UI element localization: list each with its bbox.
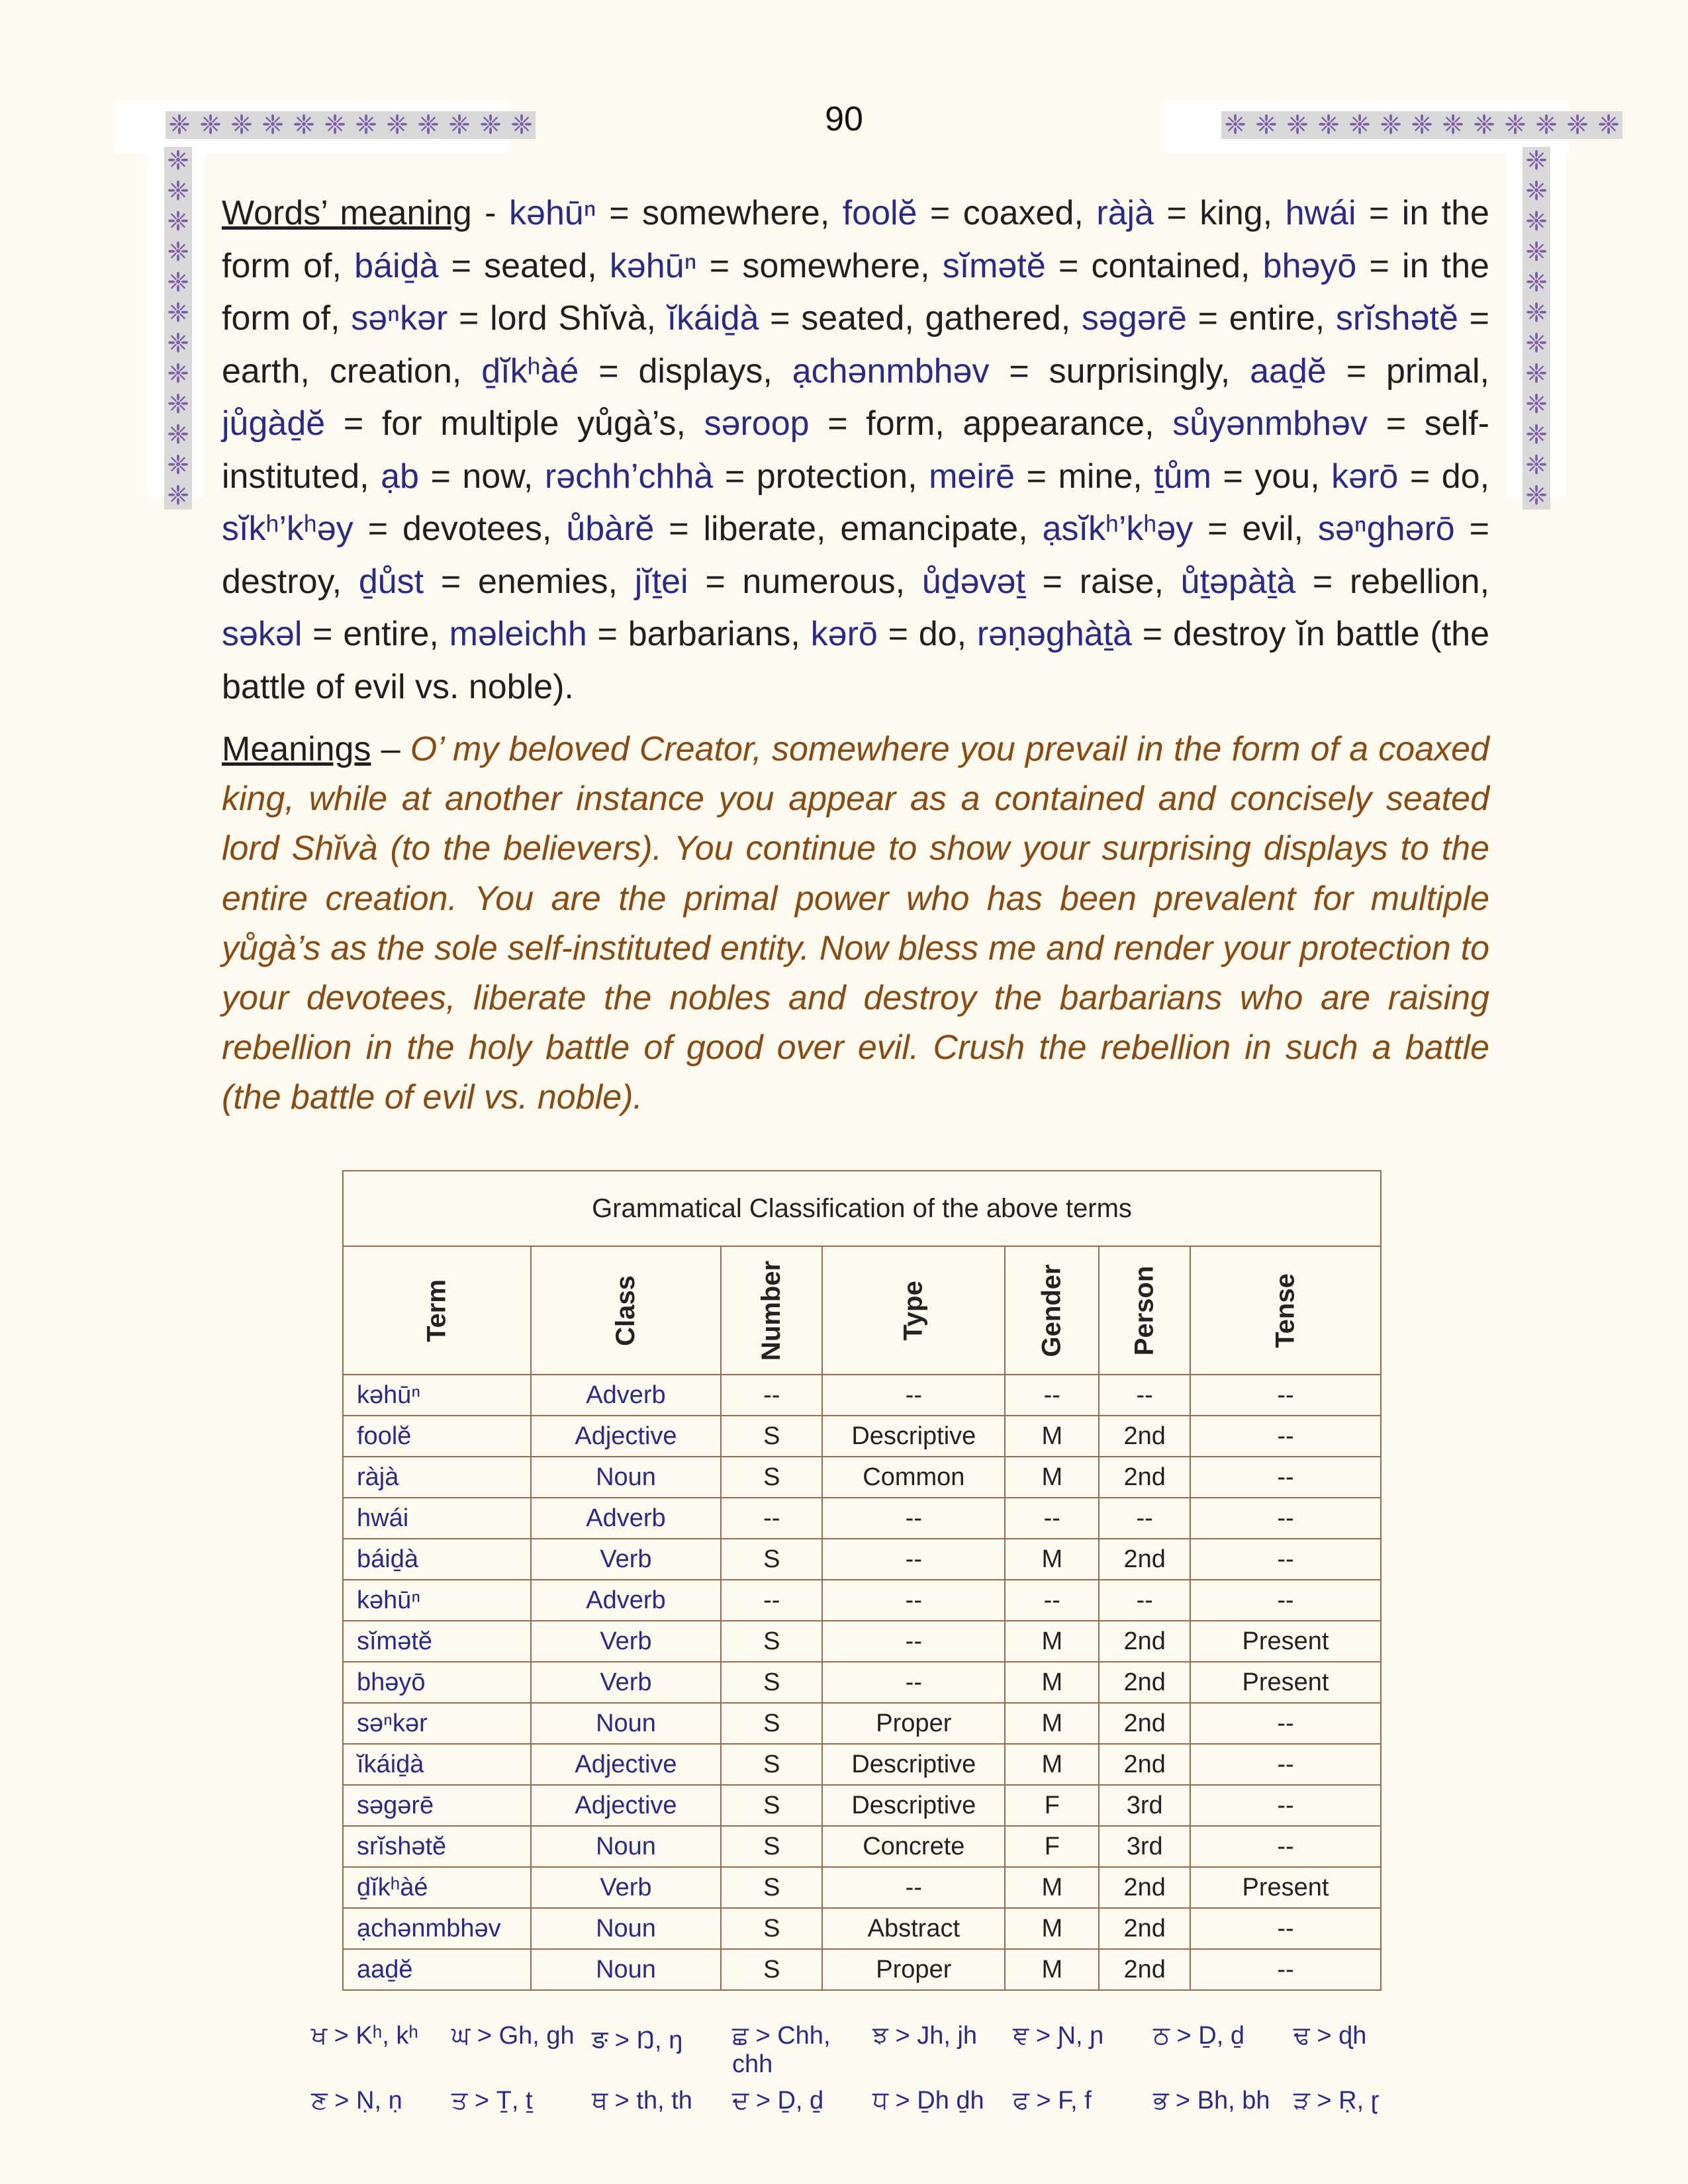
table-cell-gender: M	[1005, 1908, 1099, 1949]
table-cell-number: S	[721, 1785, 822, 1826]
term-word: kərō	[1331, 457, 1399, 496]
flower-ornament-icon: ❈	[510, 110, 533, 140]
table-cell-number: S	[721, 1744, 822, 1785]
term-word: səkəl	[222, 615, 303, 653]
transliteration-legend	[311, 2022, 1436, 2123]
flower-ornament-icon: ❈	[1525, 328, 1548, 359]
table-cell-number: S	[721, 1539, 822, 1580]
table-cell-term: ràjà	[343, 1457, 531, 1498]
term-meaning: destroy ĭn battle (the battle of evil vs. noble).	[222, 615, 1490, 706]
table-cell-class: Adverb	[531, 1498, 721, 1539]
table-cell-tense: --	[1190, 1703, 1381, 1744]
table-cell-gender: M	[1005, 1867, 1099, 1908]
grammar-table	[342, 1170, 1382, 1991]
term-meaning: you	[1254, 457, 1311, 496]
term-word: səⁿghərō	[1317, 510, 1455, 548]
table-row	[343, 1703, 1381, 1744]
flower-ornament-icon: ❈	[1255, 110, 1278, 140]
flower-ornament-icon: ❈	[1525, 450, 1548, 480]
table-cell-person: 2nd	[1099, 1539, 1190, 1580]
table-cell-gender: --	[1005, 1498, 1099, 1539]
table-row	[343, 1744, 1381, 1785]
table-cell-gender: M	[1005, 1539, 1099, 1580]
flower-ornament-icon: ❈	[167, 420, 189, 450]
legend-item: ਭ > Bh, bh	[1153, 2087, 1270, 2115]
term-word: məleichh	[449, 615, 587, 653]
table-cell-person: 2nd	[1099, 1416, 1190, 1457]
term-word: səgərē	[1081, 299, 1187, 338]
flower-ornament-icon: ❈	[1597, 110, 1620, 140]
term-meaning: king	[1199, 194, 1263, 232]
table-cell-type: --	[822, 1580, 1005, 1621]
table-cell-type: --	[822, 1662, 1005, 1703]
term-word: kəhūⁿ	[509, 194, 596, 232]
flower-ornament-icon: ❈	[1411, 110, 1433, 140]
legend-item: ਝ > Jh, jh	[872, 2022, 978, 2050]
term-word: rəchh’chhà	[544, 457, 714, 496]
table-cell-tense: --	[1190, 1416, 1381, 1457]
table-cell-term: srĭshətĕ	[343, 1826, 531, 1867]
meanings-text: O’ my beloved Creator, somewhere you prevail in the form of a coaxed king, while at another instance you appear as a contained and concisely seated lord Shĭvà (to the believers). You continue to show your surprising displays to the entire creation. You are the primal power who has been prevalent for multiple yůgà’s as the sole self-instituted entity. Now bless me and render your protection to your devotees, liberate the nobles and destroy the barbarians who are raising rebellion in the holy battle of good over evil. Crush the rebellion in such a battle (the battle of evil vs. noble).	[222, 730, 1489, 1117]
legend-row-2	[311, 2087, 1436, 2115]
term-meaning: evil	[1242, 510, 1294, 548]
table-cell-class: Adjective	[531, 1744, 721, 1785]
table-cell-type: Descriptive	[822, 1785, 1005, 1826]
term-word: kərō	[810, 615, 878, 653]
flower-ornament-icon: ❈	[1525, 146, 1548, 176]
term-meaning: somewhere	[642, 194, 820, 232]
flower-ornament-icon: ❈	[167, 328, 189, 359]
legend-item: ਞ > Ɲ, ɲ	[1013, 2022, 1104, 2050]
term-word: bhəyō	[1262, 246, 1357, 285]
page-number: 90	[825, 100, 863, 138]
term-word: ṯům	[1154, 457, 1211, 496]
heading-dash: -	[471, 194, 510, 232]
table-cell-person: 2nd	[1099, 1867, 1190, 1908]
table-cell-class: Verb	[531, 1539, 721, 1580]
term-word: foolĕ	[842, 194, 917, 232]
term-meaning: displays	[638, 351, 763, 390]
table-cell-type: Proper	[822, 1949, 1005, 1990]
table-cell-number: S	[721, 1416, 822, 1457]
table-cell-tense: --	[1190, 1908, 1381, 1949]
term-word: ḏĭkʰàé	[481, 351, 579, 390]
flower-ornament-icon: ❈	[167, 267, 189, 298]
header-gender: Gender	[1005, 1246, 1099, 1375]
flower-ornament-icon: ❈	[1442, 110, 1464, 140]
legend-item: ਧ > Ḏh ḏh	[872, 2087, 984, 2115]
flower-ornament-icon: ❈	[167, 480, 189, 511]
header-number: Number	[721, 1246, 822, 1375]
term-meaning: in the form of	[222, 246, 1489, 338]
flower-ornament-icon: ❈	[167, 450, 189, 480]
table-cell-gender: M	[1005, 1949, 1099, 1990]
legend-item: ਦ > Ḏ, ḏ	[732, 2087, 824, 2115]
table-caption: Grammatical Classification of the above terms	[343, 1171, 1381, 1246]
table-cell-tense: --	[1190, 1949, 1381, 1990]
table-cell-term: bhəyō	[343, 1662, 531, 1703]
table-row	[343, 1826, 1381, 1867]
term-meaning: do	[1441, 457, 1480, 496]
table-cell-gender: M	[1005, 1416, 1099, 1457]
flower-ornament-icon: ❈	[167, 237, 189, 267]
legend-item: ङ > Ŋ, ŋ	[592, 2026, 683, 2054]
table-cell-class: Noun	[531, 1949, 721, 1990]
table-cell-person: 2nd	[1099, 1908, 1190, 1949]
flower-ornament-icon: ❈	[261, 110, 284, 140]
table-cell-number: S	[721, 1949, 822, 1990]
legend-item: ਖ > Kʰ, kʰ	[311, 2022, 418, 2050]
table-row	[343, 1580, 1381, 1621]
term-word: ůṯəpàṯà	[1180, 562, 1296, 601]
flower-ornament-icon: ❈	[1535, 110, 1558, 140]
term-word: səroop	[704, 404, 810, 443]
table-cell-gender: M	[1005, 1621, 1099, 1662]
table-cell-gender: M	[1005, 1744, 1099, 1785]
term-word: ḏůst	[358, 562, 424, 601]
table-cell-tense: --	[1190, 1826, 1381, 1867]
table-cell-number: --	[721, 1498, 822, 1539]
flower-ornament-icon: ❈	[1525, 298, 1548, 328]
table-cell-type: Descriptive	[822, 1416, 1005, 1457]
table-row	[343, 1949, 1381, 1990]
legend-item: ਫ > F, f	[1013, 2087, 1092, 2115]
term-word: hwái	[1285, 194, 1356, 232]
flower-ornament-icon: ❈	[167, 176, 189, 206]
term-meaning: seated	[484, 246, 588, 285]
table-row	[343, 1457, 1381, 1498]
meanings-dash: –	[371, 730, 410, 768]
flower-ornament-icon: ❈	[1525, 389, 1548, 420]
term-word: ạchənmbhəv	[792, 351, 990, 390]
flower-ornament-icon: ❈	[1224, 110, 1246, 140]
flower-ornament-icon: ❈	[1525, 267, 1548, 298]
flower-ornament-icon: ❈	[167, 389, 189, 420]
term-word: səⁿkər	[351, 299, 448, 338]
table-cell-person: 2nd	[1099, 1703, 1190, 1744]
term-word: meirē	[929, 457, 1015, 496]
term-meaning: do	[918, 615, 957, 653]
table-cell-term: səⁿkər	[343, 1703, 531, 1744]
table-cell-type: Proper	[822, 1703, 1005, 1744]
table-cell-person: --	[1099, 1498, 1190, 1539]
table-cell-number: S	[721, 1457, 822, 1498]
flower-ornament-icon: ❈	[1525, 206, 1548, 237]
legend-item: ਛ > Chh, chh	[732, 2022, 831, 2078]
flower-ornament-icon: ❈	[167, 359, 189, 389]
table-cell-class: Verb	[531, 1662, 721, 1703]
table-cell-class: Adjective	[531, 1785, 721, 1826]
term-meaning: for multiple yůgà’s	[381, 404, 677, 443]
table-cell-type: --	[822, 1498, 1005, 1539]
term-word: báiḏà	[354, 246, 439, 285]
term-word: kəhūⁿ	[609, 246, 697, 285]
term-meaning: seated, gathered	[801, 299, 1061, 338]
term-word: sĭmətĕ	[942, 246, 1046, 285]
term-meaning: liberate, emancipate	[703, 510, 1019, 548]
term-meaning: self-instituted	[222, 404, 1489, 496]
flower-ornament-icon: ❈	[1380, 110, 1402, 140]
table-row	[343, 1416, 1381, 1457]
term-word: srĭshətĕ	[1335, 299, 1458, 338]
flower-ornament-icon: ❈	[1525, 420, 1548, 450]
table-cell-person: 2nd	[1099, 1457, 1190, 1498]
legend-row-1	[311, 2022, 1436, 2079]
table-cell-gender: M	[1005, 1457, 1099, 1498]
table-cell-person: 2nd	[1099, 1662, 1190, 1703]
table-cell-number: --	[721, 1580, 822, 1621]
term-meaning: form, appearance	[866, 404, 1145, 443]
table-cell-type: Descriptive	[822, 1744, 1005, 1785]
term-meaning: surprisingly	[1049, 351, 1221, 390]
table-cell-class: Noun	[531, 1703, 721, 1744]
table-cell-term: aaḏĕ	[343, 1949, 531, 1990]
term-word: jĭṯei	[634, 562, 688, 601]
term-word: ạsĭkʰ’kʰəy	[1042, 510, 1194, 548]
flower-ornament-icon: ❈	[167, 298, 189, 328]
table-cell-term: ĭkáiḏà	[343, 1744, 531, 1785]
term-meaning: now	[462, 457, 524, 496]
term-meaning: enemies	[477, 562, 608, 601]
flower-ornament-icon: ❈	[386, 110, 408, 140]
table-cell-gender: F	[1005, 1826, 1099, 1867]
table-cell-number: S	[721, 1662, 822, 1703]
legend-item: ਤ > Ṯ, ṯ	[451, 2087, 533, 2115]
table-cell-person: 3rd	[1099, 1785, 1190, 1826]
table-row	[343, 1539, 1381, 1580]
table-cell-class: Verb	[531, 1621, 721, 1662]
table-row	[343, 1498, 1381, 1539]
table-cell-number: S	[721, 1908, 822, 1949]
table-cell-number: S	[721, 1867, 822, 1908]
table-cell-class: Noun	[531, 1826, 721, 1867]
legend-item: ਣ > Ṇ, ṇ	[311, 2087, 402, 2115]
table-cell-class: Noun	[531, 1457, 721, 1498]
flower-ornament-icon: ❈	[1525, 176, 1548, 206]
table-cell-tense: Present	[1190, 1621, 1381, 1662]
table-cell-type: Common	[822, 1457, 1005, 1498]
table-cell-type: --	[822, 1621, 1005, 1662]
header-type: Type	[822, 1246, 1005, 1375]
words-meaning-entries: kəhūⁿ = somewhere, foolĕ = coaxed, ràjà = king, hwái = in the form of, báiḏà = seated, kəhūⁿ = somewhere, sĭmətĕ = contained, bhəyō = in the form of, səⁿkər = lord Shĭvà, ĭkáiḏà = seated, gathered, səgərē = entire, srĭshətĕ = earth, creation, ḏĭkʰàé = displays, ạchənmbhəv = surprisingly, aaḏĕ = primal, jůgàḏĕ = for multiple yůgà’s, səroop = form, appearance, sůyənmbhəv = self-instituted, ạb = now, rəchh’chhà = protection, meirē = mine, ṯům = you, kərō = do, sĭkʰ’kʰəy = devotees, ůbàrĕ = liberate, emancipate, ạsĭkʰ’kʰəy = evil, səⁿghərō = destroy, ḏůst = enemies, jĭṯei = numerous, ůḏəvəṯ = raise, ůṯəpàṯà = rebellion, səkəl = entire, məleichh = barbarians, kərō = do, rəṇəghàṯà = destroy ĭn battle (the battle of evil vs. noble).	[222, 194, 1490, 706]
term-meaning: somewhere	[742, 246, 921, 285]
term-meaning: raise	[1079, 562, 1154, 601]
table-cell-term: kəhūⁿ	[343, 1375, 531, 1416]
flower-ornament-icon: ❈	[1317, 110, 1340, 140]
table-cell-tense: --	[1190, 1580, 1381, 1621]
flower-ornament-icon: ❈	[448, 110, 471, 140]
table-cell-number: S	[721, 1703, 822, 1744]
term-word: ůbàrĕ	[566, 510, 655, 548]
term-meaning: destroy	[222, 562, 332, 601]
table-cell-number: S	[721, 1621, 822, 1662]
table-cell-term: sĭmətĕ	[343, 1621, 531, 1662]
flower-ornament-icon: ❈	[1473, 110, 1495, 140]
table-cell-class: Adjective	[531, 1416, 721, 1457]
table-cell-type: --	[822, 1539, 1005, 1580]
flower-ornament-icon: ❈	[355, 110, 377, 140]
table-cell-tense: --	[1190, 1375, 1381, 1416]
table-body	[343, 1375, 1381, 1990]
table-cell-term: kəhūⁿ	[343, 1580, 531, 1621]
legend-item: ੜ > Ṛ, ɽ	[1293, 2087, 1380, 2115]
flower-ornament-icon: ❈	[1348, 110, 1371, 140]
flower-ornament-icon: ❈	[1525, 480, 1548, 511]
term-word: sĭkʰ’kʰəy	[222, 510, 353, 548]
table-cell-number: --	[721, 1375, 822, 1416]
table-cell-class: Noun	[531, 1908, 721, 1949]
header-term: Term	[343, 1246, 531, 1375]
header-person: Person	[1099, 1246, 1190, 1375]
table-row	[343, 1375, 1381, 1416]
term-meaning: lord Shĭvà	[490, 299, 647, 338]
meanings-paragraph	[222, 725, 1489, 1123]
term-word: jůgàḏĕ	[222, 404, 326, 443]
table-cell-class: Adverb	[531, 1375, 721, 1416]
table-cell-tense: --	[1190, 1539, 1381, 1580]
legend-item: ਥ > th, th	[592, 2087, 692, 2115]
term-meaning: barbarians	[628, 615, 791, 653]
table-cell-gender: --	[1005, 1375, 1099, 1416]
term-meaning: protection	[756, 457, 908, 496]
table-cell-type: Abstract	[822, 1908, 1005, 1949]
table-cell-person: --	[1099, 1375, 1190, 1416]
table-cell-type: Concrete	[822, 1826, 1005, 1867]
table-cell-class: Adverb	[531, 1580, 721, 1621]
table-cell-gender: M	[1005, 1703, 1099, 1744]
term-meaning: devotees	[402, 510, 542, 548]
flower-ornament-icon: ❈	[1286, 110, 1309, 140]
flower-ornament-icon: ❈	[167, 146, 189, 176]
table-cell-type: --	[822, 1375, 1005, 1416]
term-word: ůḏəvəṯ	[921, 562, 1025, 601]
table-cell-gender: --	[1005, 1580, 1099, 1621]
table-cell-person: --	[1099, 1580, 1190, 1621]
term-meaning: mine	[1058, 457, 1133, 496]
table-cell-gender: F	[1005, 1785, 1099, 1826]
legend-item: ਢ > ɖh	[1293, 2022, 1367, 2050]
table-cell-term: báiḏà	[343, 1539, 531, 1580]
table-cell-type: --	[822, 1867, 1005, 1908]
term-meaning: numerous	[742, 562, 896, 601]
table-row	[343, 1785, 1381, 1826]
table-cell-person: 2nd	[1099, 1621, 1190, 1662]
term-meaning: rebellion	[1349, 562, 1480, 601]
term-meaning: primal	[1385, 351, 1480, 390]
term-word: rəṇəghàṯà	[976, 615, 1133, 653]
table-cell-tense: --	[1190, 1785, 1381, 1826]
words-meaning-paragraph	[222, 187, 1489, 713]
table-cell-tense: Present	[1190, 1662, 1381, 1703]
table-cell-tense: --	[1190, 1457, 1381, 1498]
legend-item: ਘ > Gh, gh	[451, 2022, 575, 2050]
term-meaning: earth, creation	[222, 351, 452, 390]
table-cell-term: səgərē	[343, 1785, 531, 1826]
term-meaning: in the form of	[222, 194, 1489, 285]
table-cell-term: ạchənmbhəv	[343, 1908, 531, 1949]
flower-ornament-icon: ❈	[1504, 110, 1526, 140]
flower-border-left	[164, 147, 192, 510]
flower-ornament-icon: ❈	[199, 110, 222, 140]
table-cell-tense: --	[1190, 1744, 1381, 1785]
flower-ornament-icon: ❈	[479, 110, 502, 140]
table-cell-term: hwái	[343, 1498, 531, 1539]
table-row	[343, 1621, 1381, 1662]
flower-ornament-icon: ❈	[1525, 359, 1548, 389]
flower-ornament-icon: ❈	[324, 110, 346, 140]
table-cell-person: 2nd	[1099, 1949, 1190, 1990]
flower-ornament-icon: ❈	[417, 110, 440, 140]
table-cell-term: foolĕ	[343, 1416, 531, 1457]
flower-ornament-icon: ❈	[167, 206, 189, 237]
term-meaning: entire	[343, 615, 430, 653]
flower-ornament-icon: ❈	[168, 110, 191, 140]
term-word: ạb	[381, 457, 419, 496]
table-cell-term: ḏĭkʰàé	[343, 1867, 531, 1908]
term-meaning: contained	[1091, 246, 1241, 285]
header-tense: Tense	[1190, 1246, 1381, 1375]
legend-item: ਠ > Ḏ, ḏ	[1153, 2022, 1244, 2050]
table-cell-class: Verb	[531, 1867, 721, 1908]
term-word: aaḏĕ	[1250, 351, 1327, 390]
table-row	[343, 1867, 1381, 1908]
term-meaning: coaxed	[962, 194, 1074, 232]
term-word: ràjà	[1096, 194, 1154, 232]
table-cell-gender: M	[1005, 1662, 1099, 1703]
term-meaning: entire	[1229, 299, 1315, 338]
words-meaning-heading: Words’ meaning	[222, 194, 472, 232]
flower-ornament-icon: ❈	[293, 110, 315, 140]
header-class: Class	[531, 1246, 721, 1375]
table-cell-person: 2nd	[1099, 1744, 1190, 1785]
meanings-heading: Meanings	[222, 730, 371, 768]
flower-ornament-icon: ❈	[230, 110, 253, 140]
flower-ornament-icon: ❈	[1525, 237, 1548, 267]
table-cell-person: 3rd	[1099, 1826, 1190, 1867]
flower-border-right	[1523, 147, 1550, 510]
table-cell-tense: --	[1190, 1498, 1381, 1539]
term-word: sůyənmbhəv	[1172, 404, 1368, 443]
table-row	[343, 1662, 1381, 1703]
table-row	[343, 1908, 1381, 1949]
table-cell-tense: Present	[1190, 1867, 1381, 1908]
term-word: ĭkáiḏà	[667, 299, 759, 338]
table-cell-number: S	[721, 1826, 822, 1867]
flower-ornament-icon: ❈	[1566, 110, 1589, 140]
